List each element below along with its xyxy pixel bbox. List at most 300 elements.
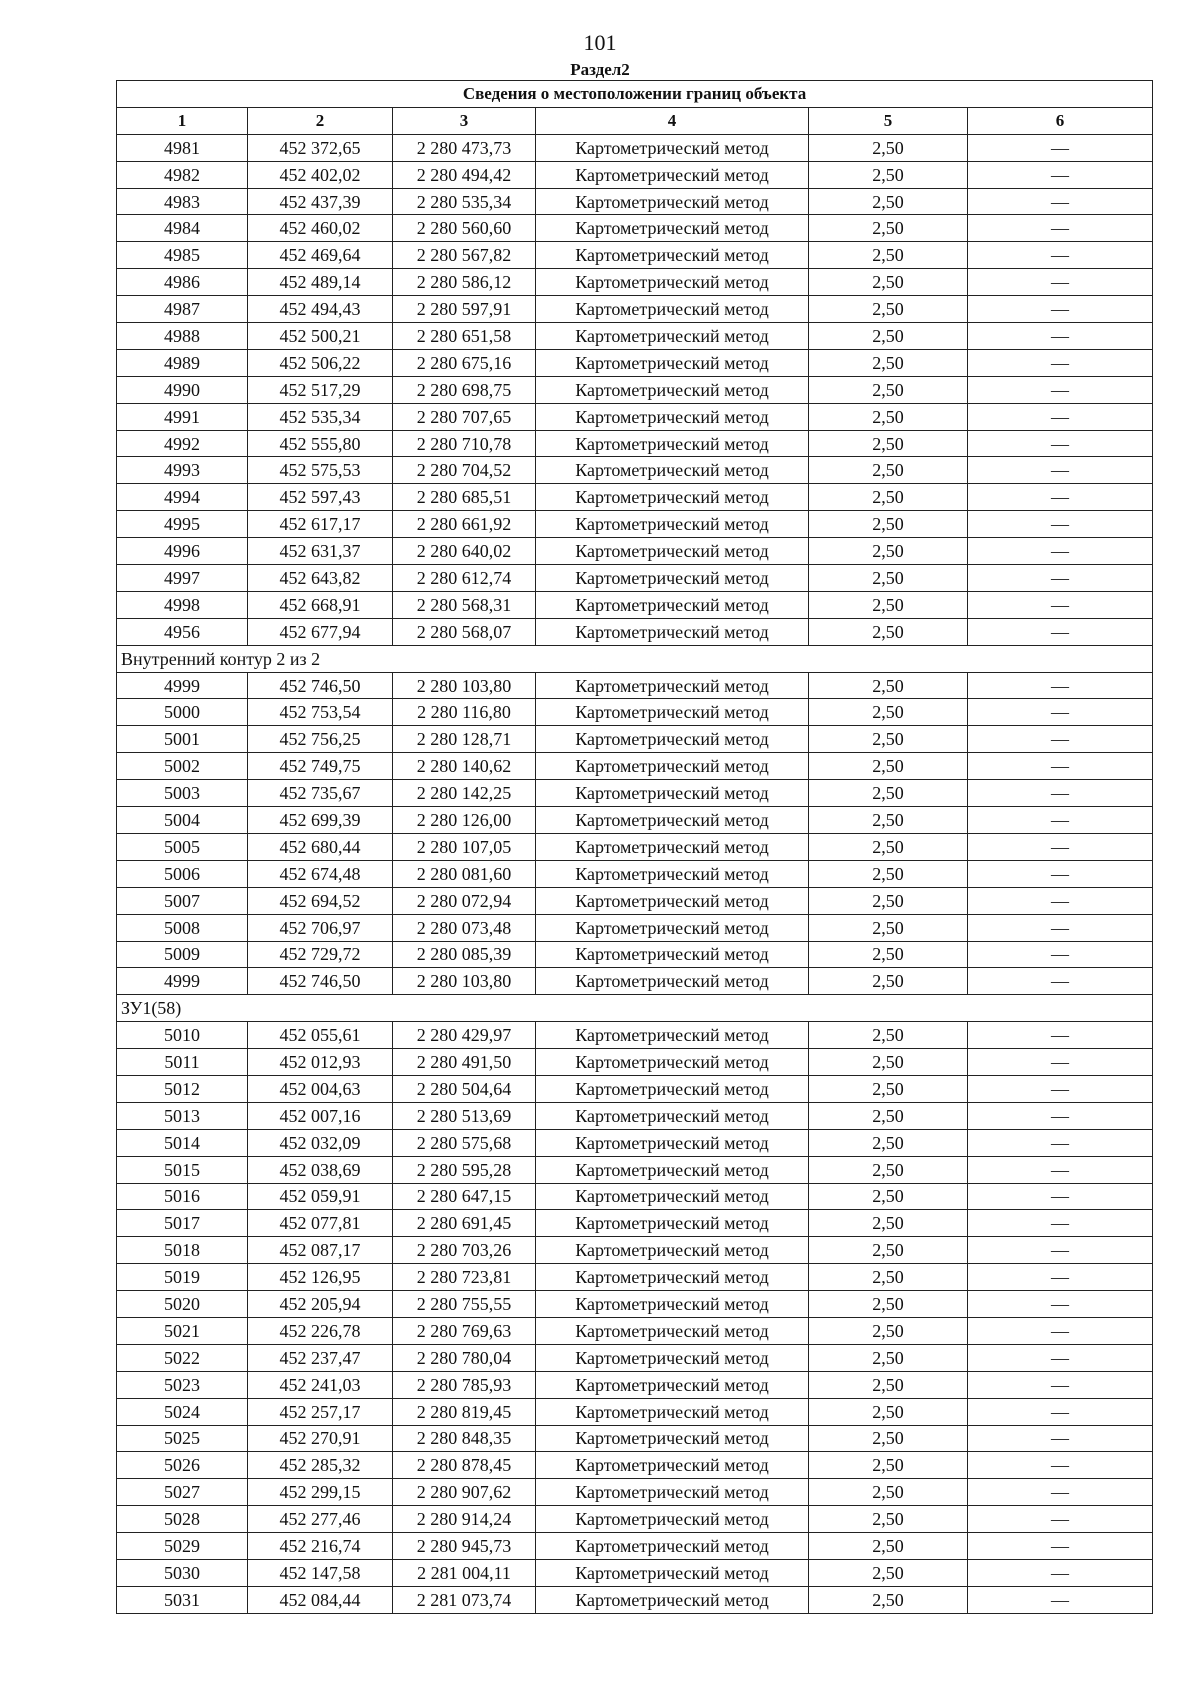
- table-row: [117, 726, 1153, 753]
- table-cell: —: [968, 161, 1153, 188]
- table-row: [117, 1075, 1153, 1102]
- table-cell: —: [968, 565, 1153, 592]
- table-row: [117, 1425, 1153, 1452]
- table-cell: 452 494,43: [248, 296, 393, 323]
- table-cell: 2,50: [809, 349, 968, 376]
- table-cell: 452 372,65: [248, 134, 393, 161]
- table-cell: 2 280 586,12: [393, 269, 536, 296]
- table-cell: 2,50: [809, 242, 968, 269]
- table-cell: 452 277,46: [248, 1506, 393, 1533]
- table-cell: 452 087,17: [248, 1237, 393, 1264]
- table-cell: 452 555,80: [248, 430, 393, 457]
- table-row: [117, 1398, 1153, 1425]
- table-cell: 2 280 140,62: [393, 753, 536, 780]
- table-cell: Картометрический метод: [536, 1452, 809, 1479]
- table-cell: —: [968, 430, 1153, 457]
- table-cell: —: [968, 726, 1153, 753]
- table-cell: 452 597,43: [248, 484, 393, 511]
- table-row: [117, 1264, 1153, 1291]
- table-caption-row: [117, 81, 1153, 108]
- table-cell: 4988: [117, 323, 248, 350]
- table-cell: —: [968, 403, 1153, 430]
- table-cell: Картометрический метод: [536, 1533, 809, 1560]
- table-cell: 5027: [117, 1479, 248, 1506]
- table-cell: Картометрический метод: [536, 1156, 809, 1183]
- table-cell: 452 746,50: [248, 672, 393, 699]
- table-cell: 452 241,03: [248, 1371, 393, 1398]
- table-cell: Картометрический метод: [536, 1049, 809, 1076]
- table-cell: 2 280 878,45: [393, 1452, 536, 1479]
- table-cell: Картометрический метод: [536, 1264, 809, 1291]
- table-cell: 2,50: [809, 807, 968, 834]
- table-cell: —: [968, 1559, 1153, 1586]
- table-cell: —: [968, 349, 1153, 376]
- table-cell: 452 226,78: [248, 1317, 393, 1344]
- table-cell: 4992: [117, 430, 248, 457]
- table-cell: Картометрический метод: [536, 1183, 809, 1210]
- table-row: [117, 1559, 1153, 1586]
- table-cell: 2 280 567,82: [393, 242, 536, 269]
- table-cell: 2,50: [809, 1291, 968, 1318]
- column-header: 5: [809, 107, 968, 134]
- table-cell: 2,50: [809, 1156, 968, 1183]
- table-row: [117, 1129, 1153, 1156]
- table-cell: 452 257,17: [248, 1398, 393, 1425]
- table-cell: Картометрический метод: [536, 1317, 809, 1344]
- table-cell: —: [968, 538, 1153, 565]
- table-cell: Картометрический метод: [536, 215, 809, 242]
- table-cell: 5021: [117, 1317, 248, 1344]
- table-cell: —: [968, 1317, 1153, 1344]
- table-cell: 452 237,47: [248, 1344, 393, 1371]
- table-cell: 452 032,09: [248, 1129, 393, 1156]
- table-row: [117, 296, 1153, 323]
- table-cell: 2,50: [809, 1210, 968, 1237]
- table-cell: —: [968, 1344, 1153, 1371]
- table-cell: Картометрический метод: [536, 699, 809, 726]
- table-cell: —: [968, 296, 1153, 323]
- table-cell: —: [968, 242, 1153, 269]
- table-cell: —: [968, 1452, 1153, 1479]
- table-cell: 5018: [117, 1237, 248, 1264]
- table-cell: 2 280 473,73: [393, 134, 536, 161]
- table-cell: 2 280 116,80: [393, 699, 536, 726]
- table-cell: 2,50: [809, 699, 968, 726]
- table-cell: 452 299,15: [248, 1479, 393, 1506]
- table-cell: 4983: [117, 188, 248, 215]
- column-header: 6: [968, 107, 1153, 134]
- table-cell: 2 280 494,42: [393, 161, 536, 188]
- table-cell: —: [968, 1183, 1153, 1210]
- contour-group-row: [117, 645, 1153, 672]
- table-row: [117, 591, 1153, 618]
- table-cell: Картометрический метод: [536, 968, 809, 995]
- table-cell: 2,50: [809, 1452, 968, 1479]
- table-cell: 452 617,17: [248, 511, 393, 538]
- table-cell: 4995: [117, 511, 248, 538]
- table-cell: —: [968, 941, 1153, 968]
- table-cell: 5006: [117, 860, 248, 887]
- table-cell: —: [968, 1291, 1153, 1318]
- table-row: [117, 833, 1153, 860]
- table-cell: 2,50: [809, 753, 968, 780]
- table-cell: 452 059,91: [248, 1183, 393, 1210]
- table-cell: 4999: [117, 672, 248, 699]
- table-cell: Картометрический метод: [536, 1291, 809, 1318]
- table-cell: 452 668,91: [248, 591, 393, 618]
- table-row: [117, 1291, 1153, 1318]
- table-cell: Картометрический метод: [536, 1102, 809, 1129]
- table-cell: 2 280 126,00: [393, 807, 536, 834]
- table-cell: 5022: [117, 1344, 248, 1371]
- table-cell: 2,50: [809, 1317, 968, 1344]
- table-cell: Картометрический метод: [536, 1237, 809, 1264]
- table-cell: 2 280 073,48: [393, 914, 536, 941]
- table-cell: —: [968, 1506, 1153, 1533]
- table-cell: 5019: [117, 1264, 248, 1291]
- table-row: [117, 323, 1153, 350]
- table-cell: 2 280 907,62: [393, 1479, 536, 1506]
- table-cell: 452 205,94: [248, 1291, 393, 1318]
- table-cell: 2 280 691,45: [393, 1210, 536, 1237]
- table-row: [117, 376, 1153, 403]
- table-cell: 2,50: [809, 968, 968, 995]
- table-cell: 5005: [117, 833, 248, 860]
- table-cell: 2 280 723,81: [393, 1264, 536, 1291]
- table-cell: 452 575,53: [248, 457, 393, 484]
- table-cell: 5001: [117, 726, 248, 753]
- table-cell: 2 280 597,91: [393, 296, 536, 323]
- table-cell: Картометрический метод: [536, 565, 809, 592]
- table-row: [117, 618, 1153, 645]
- table-body: [117, 134, 1153, 1613]
- table-row: [117, 672, 1153, 699]
- column-header: 2: [248, 107, 393, 134]
- table-cell: 4993: [117, 457, 248, 484]
- table-cell: 4981: [117, 134, 248, 161]
- table-cell: 452 500,21: [248, 323, 393, 350]
- table-cell: Картометрический метод: [536, 1398, 809, 1425]
- table-cell: 2,50: [809, 188, 968, 215]
- table-cell: Картометрический метод: [536, 1022, 809, 1049]
- table-cell: 2 280 107,05: [393, 833, 536, 860]
- table-row: [117, 349, 1153, 376]
- table-cell: 2,50: [809, 538, 968, 565]
- table-cell: 2 280 698,75: [393, 376, 536, 403]
- table-cell: 452 007,16: [248, 1102, 393, 1129]
- table-cell: Картометрический метод: [536, 242, 809, 269]
- table-cell: 2,50: [809, 618, 968, 645]
- table-cell: Картометрический метод: [536, 1506, 809, 1533]
- table-cell: 2 280 945,73: [393, 1533, 536, 1560]
- table-cell: 5023: [117, 1371, 248, 1398]
- table-cell: 4985: [117, 242, 248, 269]
- table-cell: —: [968, 1398, 1153, 1425]
- table-cell: 2,50: [809, 376, 968, 403]
- table-cell: 5010: [117, 1022, 248, 1049]
- table-cell: 2,50: [809, 1586, 968, 1613]
- table-cell: 2 280 535,34: [393, 188, 536, 215]
- table-row: [117, 1344, 1153, 1371]
- table-cell: 4987: [117, 296, 248, 323]
- table-cell: 2 281 004,11: [393, 1559, 536, 1586]
- table-cell: 452 753,54: [248, 699, 393, 726]
- table-cell: 2 280 848,35: [393, 1425, 536, 1452]
- table-cell: 5024: [117, 1398, 248, 1425]
- column-header-row: [117, 107, 1153, 134]
- table-cell: 2 280 504,64: [393, 1075, 536, 1102]
- table-cell: 452 126,95: [248, 1264, 393, 1291]
- table-cell: 2 280 703,26: [393, 1237, 536, 1264]
- table-row: [117, 1022, 1153, 1049]
- table-row: [117, 1452, 1153, 1479]
- table-row: [117, 807, 1153, 834]
- table-cell: Картометрический метод: [536, 296, 809, 323]
- table-cell: Картометрический метод: [536, 807, 809, 834]
- table-row: [117, 1586, 1153, 1613]
- table-cell: 2 280 072,94: [393, 887, 536, 914]
- page-number: 101: [583, 30, 617, 55]
- table-cell: 452 694,52: [248, 887, 393, 914]
- table-cell: 5013: [117, 1102, 248, 1129]
- table-cell: 2,50: [809, 1479, 968, 1506]
- column-header: 3: [393, 107, 536, 134]
- table-cell: Картометрический метод: [536, 430, 809, 457]
- table-row: [117, 430, 1153, 457]
- table-cell: Картометрический метод: [536, 833, 809, 860]
- table-cell: 452 084,44: [248, 1586, 393, 1613]
- table-cell: 5011: [117, 1049, 248, 1076]
- table-cell: 452 699,39: [248, 807, 393, 834]
- table-cell: Картометрический метод: [536, 941, 809, 968]
- table-row: [117, 242, 1153, 269]
- table-cell: 2 280 128,71: [393, 726, 536, 753]
- table-row: [117, 914, 1153, 941]
- table-cell: Картометрический метод: [536, 188, 809, 215]
- table-row: [117, 1210, 1153, 1237]
- table-cell: 4956: [117, 618, 248, 645]
- table-cell: 2 280 560,60: [393, 215, 536, 242]
- section-title: Раздел2: [570, 60, 630, 79]
- table-cell: 2,50: [809, 780, 968, 807]
- column-header: 1: [117, 107, 248, 134]
- table-cell: Картометрический метод: [536, 1425, 809, 1452]
- table-cell: 2 280 640,02: [393, 538, 536, 565]
- table-cell: 2 281 073,74: [393, 1586, 536, 1613]
- table-cell: 4986: [117, 269, 248, 296]
- table-cell: 2,50: [809, 403, 968, 430]
- table-cell: 452 270,91: [248, 1425, 393, 1452]
- table-cell: 452 038,69: [248, 1156, 393, 1183]
- table-cell: 4982: [117, 161, 248, 188]
- table-cell: Картометрический метод: [536, 1210, 809, 1237]
- table-cell: 452 535,34: [248, 403, 393, 430]
- table-cell: —: [968, 1022, 1153, 1049]
- table-cell: 2,50: [809, 860, 968, 887]
- table-cell: —: [968, 672, 1153, 699]
- table-cell: 2 280 755,55: [393, 1291, 536, 1318]
- table-cell: —: [968, 1049, 1153, 1076]
- table-cell: —: [968, 968, 1153, 995]
- table-cell: 2 280 568,31: [393, 591, 536, 618]
- table-row: [117, 968, 1153, 995]
- contour-group-label: ЗУ1(58): [117, 995, 1153, 1022]
- table-cell: 452 147,58: [248, 1559, 393, 1586]
- table-cell: —: [968, 753, 1153, 780]
- table-cell: Картометрический метод: [536, 914, 809, 941]
- table-cell: 2,50: [809, 296, 968, 323]
- table-cell: 2,50: [809, 484, 968, 511]
- table-cell: 2,50: [809, 161, 968, 188]
- table-cell: Картометрический метод: [536, 591, 809, 618]
- table-cell: 2,50: [809, 1371, 968, 1398]
- table-row: [117, 1317, 1153, 1344]
- table-row: [117, 511, 1153, 538]
- table-cell: 452 746,50: [248, 968, 393, 995]
- table-cell: Картометрический метод: [536, 349, 809, 376]
- table-cell: 452 706,97: [248, 914, 393, 941]
- table-row: [117, 1506, 1153, 1533]
- table-cell: 5014: [117, 1129, 248, 1156]
- table-cell: Картометрический метод: [536, 538, 809, 565]
- table-cell: Картометрический метод: [536, 780, 809, 807]
- table-cell: Картометрический метод: [536, 457, 809, 484]
- table-cell: 2,50: [809, 134, 968, 161]
- table-cell: —: [968, 457, 1153, 484]
- boundary-coordinates-table: [116, 80, 1153, 1614]
- table-cell: —: [968, 188, 1153, 215]
- table-cell: —: [968, 860, 1153, 887]
- table-cell: —: [968, 269, 1153, 296]
- table-cell: 4989: [117, 349, 248, 376]
- contour-group-label: Внутренний контур 2 из 2: [117, 645, 1153, 672]
- table-cell: 452 631,37: [248, 538, 393, 565]
- table-cell: 5015: [117, 1156, 248, 1183]
- table-cell: Картометрический метод: [536, 323, 809, 350]
- table-cell: 2 280 081,60: [393, 860, 536, 887]
- table-cell: Картометрический метод: [536, 1586, 809, 1613]
- table-cell: Картометрический метод: [536, 618, 809, 645]
- table-cell: Картометрический метод: [536, 403, 809, 430]
- table-row: [117, 1533, 1153, 1560]
- table-cell: 452 643,82: [248, 565, 393, 592]
- table-cell: Картометрический метод: [536, 1371, 809, 1398]
- table-cell: Картометрический метод: [536, 161, 809, 188]
- table-row: [117, 188, 1153, 215]
- table-cell: 2,50: [809, 269, 968, 296]
- table-cell: Картометрический метод: [536, 134, 809, 161]
- table-cell: 2 280 085,39: [393, 941, 536, 968]
- table-cell: 5008: [117, 914, 248, 941]
- table-cell: 2,50: [809, 672, 968, 699]
- table-cell: —: [968, 833, 1153, 860]
- table-cell: 2 280 575,68: [393, 1129, 536, 1156]
- table-cell: 2,50: [809, 1183, 968, 1210]
- table-cell: 2 280 710,78: [393, 430, 536, 457]
- table-cell: —: [968, 1264, 1153, 1291]
- table-cell: 2,50: [809, 1398, 968, 1425]
- table-cell: 4996: [117, 538, 248, 565]
- table-cell: —: [968, 780, 1153, 807]
- table-cell: 5012: [117, 1075, 248, 1102]
- table-cell: 2 280 685,51: [393, 484, 536, 511]
- column-header: 4: [536, 107, 809, 134]
- table-cell: 2 280 914,24: [393, 1506, 536, 1533]
- table-cell: 452 680,44: [248, 833, 393, 860]
- table-cell: 5031: [117, 1586, 248, 1613]
- table-cell: 2 280 595,28: [393, 1156, 536, 1183]
- table-cell: 2,50: [809, 726, 968, 753]
- table-cell: 5028: [117, 1506, 248, 1533]
- table-cell: 2,50: [809, 215, 968, 242]
- table-cell: 452 489,14: [248, 269, 393, 296]
- table-cell: 4984: [117, 215, 248, 242]
- table-cell: Картометрический метод: [536, 1075, 809, 1102]
- table-cell: —: [968, 699, 1153, 726]
- table-cell: —: [968, 376, 1153, 403]
- table-cell: 5002: [117, 753, 248, 780]
- table-row: [117, 860, 1153, 887]
- table-cell: 2,50: [809, 1022, 968, 1049]
- table-cell: —: [968, 511, 1153, 538]
- table-cell: 452 216,74: [248, 1533, 393, 1560]
- table-cell: 2,50: [809, 430, 968, 457]
- table-row: [117, 484, 1153, 511]
- table-cell: —: [968, 914, 1153, 941]
- table-cell: 2 280 103,80: [393, 672, 536, 699]
- table-row: [117, 887, 1153, 914]
- table-cell: 2,50: [809, 1129, 968, 1156]
- table-cell: Картометрический метод: [536, 860, 809, 887]
- table-cell: 452 437,39: [248, 188, 393, 215]
- table-cell: —: [968, 1425, 1153, 1452]
- table-cell: 452 677,94: [248, 618, 393, 645]
- table-cell: 4991: [117, 403, 248, 430]
- table-cell: 452 469,64: [248, 242, 393, 269]
- table-cell: 452 012,93: [248, 1049, 393, 1076]
- table-cell: 5020: [117, 1291, 248, 1318]
- table-cell: Картометрический метод: [536, 726, 809, 753]
- table-cell: 452 674,48: [248, 860, 393, 887]
- table-cell: Картометрический метод: [536, 753, 809, 780]
- table-cell: —: [968, 807, 1153, 834]
- table-cell: 2,50: [809, 1237, 968, 1264]
- table-cell: 2 280 142,25: [393, 780, 536, 807]
- table-cell: —: [968, 1533, 1153, 1560]
- table-cell: Картометрический метод: [536, 1129, 809, 1156]
- table-cell: —: [968, 591, 1153, 618]
- table-cell: 452 004,63: [248, 1075, 393, 1102]
- table-cell: 2 280 704,52: [393, 457, 536, 484]
- table-cell: —: [968, 1129, 1153, 1156]
- table-cell: —: [968, 134, 1153, 161]
- table-cell: 2 280 780,04: [393, 1344, 536, 1371]
- table-cell: 2 280 707,65: [393, 403, 536, 430]
- table-cell: 5007: [117, 887, 248, 914]
- table-row: [117, 753, 1153, 780]
- table-cell: 452 735,67: [248, 780, 393, 807]
- table-row: [117, 1102, 1153, 1129]
- table-cell: 2 280 103,80: [393, 968, 536, 995]
- table-cell: —: [968, 1156, 1153, 1183]
- table-cell: 2 280 769,63: [393, 1317, 536, 1344]
- table-cell: 5000: [117, 699, 248, 726]
- table-cell: 2 280 675,16: [393, 349, 536, 376]
- table-cell: 5025: [117, 1425, 248, 1452]
- table-cell: 2,50: [809, 323, 968, 350]
- table-cell: 2,50: [809, 1506, 968, 1533]
- table-row: [117, 403, 1153, 430]
